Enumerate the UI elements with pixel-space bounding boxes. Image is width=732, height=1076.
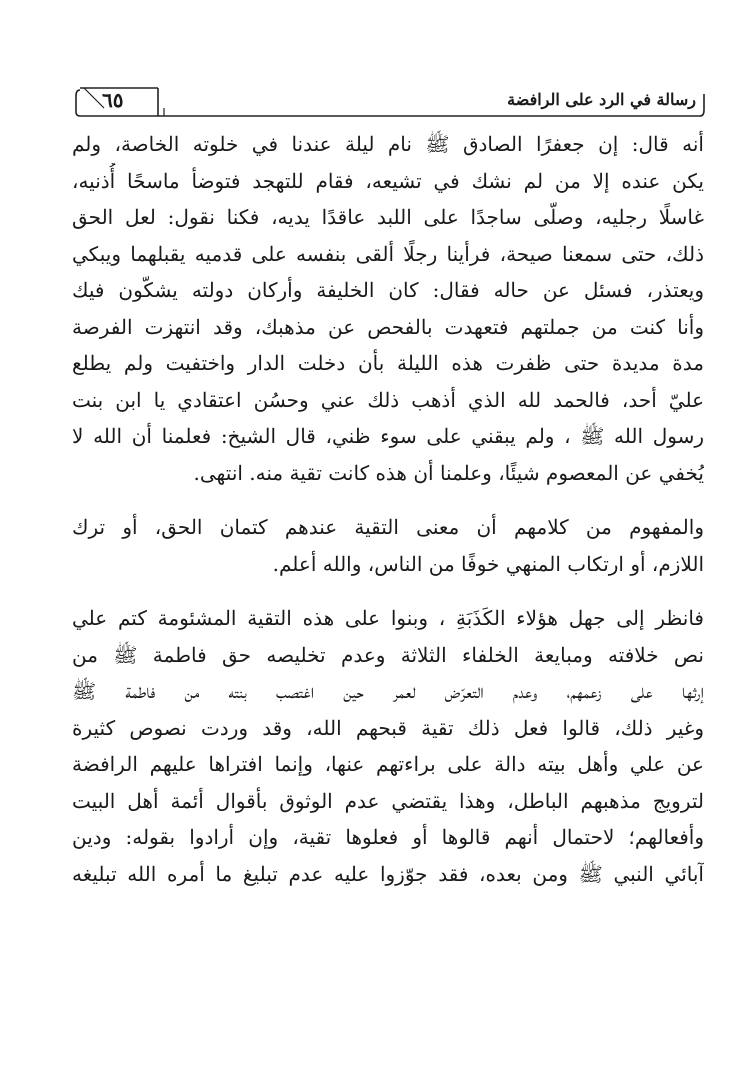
text-line: ذلك، حتى سمعنا صيحة، فرأينا رجلًا ألقى بنفسه على قدميه يقبلهما ويبكي (72, 241, 704, 266)
text-line: أنه قال: إن جعفرًا الصادق ﷺ نام ليلة عندنا في خلوته الخاصة، ولم (72, 132, 704, 156)
text-line: آبائي النبي ﷺ ومن بعده، فقد جوّزوا عليه عدم تبليغ ما أمره الله تبليغه (72, 861, 704, 886)
text-line: وأفعالهم؛ لاحتمال أنهم قالوها أو فعلوها تقية، وإن أرادوا بقوله: ودين (72, 825, 704, 849)
text-line: لترويج مذهبهم الباطل، وهذا يقتضي عدم الوثوق بأقوال أئمة أهل البيت (72, 788, 704, 813)
text-line: إرثها على زعمهم، وعدم التعرّض لعمر حين اغتصب بنته من فاطمة ﷺ (72, 679, 704, 703)
text-line: والمفهوم من كلامهم أن معنى التقية عندهم كتمان الحق، أو ترك (72, 515, 704, 539)
text-line: اللازم، أو ارتكاب المنهي خوفًا من الناس، والله أعلم. (272, 551, 704, 576)
text-line: نص خلافته ومبايعة الخلفاء الثلاثة وعدم تخليصه حق فاطمة ﷺ من (72, 642, 704, 667)
text-line: يكن عنده إلا من لم نشك في تشيعه، فقام للتهجد فتوضأ ماسحًا أُذنيه، (72, 168, 704, 193)
text-line: وأنا كنت من جملتهم فتعهدت بالفحص عن مذهبك، وقد انتهزت الفرصة (72, 314, 704, 339)
body-text (72, 126, 704, 892)
text-line: مدة مديدة حتى ظفرت هذه الليلة بأن دخلت الدار واختفيت ولم يطلع (72, 351, 704, 375)
text-line: ويعتذر، فسئل عن حاله فقال: كان الخليفة وأركان دولته يشكّون فيك (72, 278, 704, 302)
page-header (74, 82, 706, 118)
page-number: ٦٥ (102, 88, 124, 112)
paragraph-2 (72, 509, 704, 582)
text-line: غاسلًا رجليه، وصلّى ساجدًا على اللبد عاقدًا يديه، فكنا نقول: لعل الحق (72, 205, 704, 229)
text-line: عليّ أحد، فالحمد لله الذي أذهب ذلك عني وحسُن اعتقادي يا ابن بنت (72, 387, 704, 412)
text-line: فانظر إلى جهل هؤلاء الكَذَبَةِ ، وبنوا على هذه التقية المشئومة كتم علي (72, 606, 704, 630)
text-line: وغير ذلك، قالوا فعل ذلك تقية قبحهم الله، وقد وردت نصوص كثيرة (72, 715, 704, 740)
text-line: رسول الله ﷺ ، ولم يبقني على سوء ظني، قال الشيخ: فعلمنا أن الله لا (72, 424, 704, 448)
paragraph-1 (72, 126, 704, 491)
running-title: رسالة في الرد على الرافضة (507, 90, 696, 109)
text-line: يُخفي عن المعصوم شيئًا، وعلمنا أن هذه كانت تقية منه. انتهى. (193, 460, 704, 485)
text-line: عن علي وأهل بيته دالة على براءتهم عنها، وإنما افتراها عليهم الرافضة (72, 752, 704, 776)
paragraph-3 (72, 600, 704, 892)
